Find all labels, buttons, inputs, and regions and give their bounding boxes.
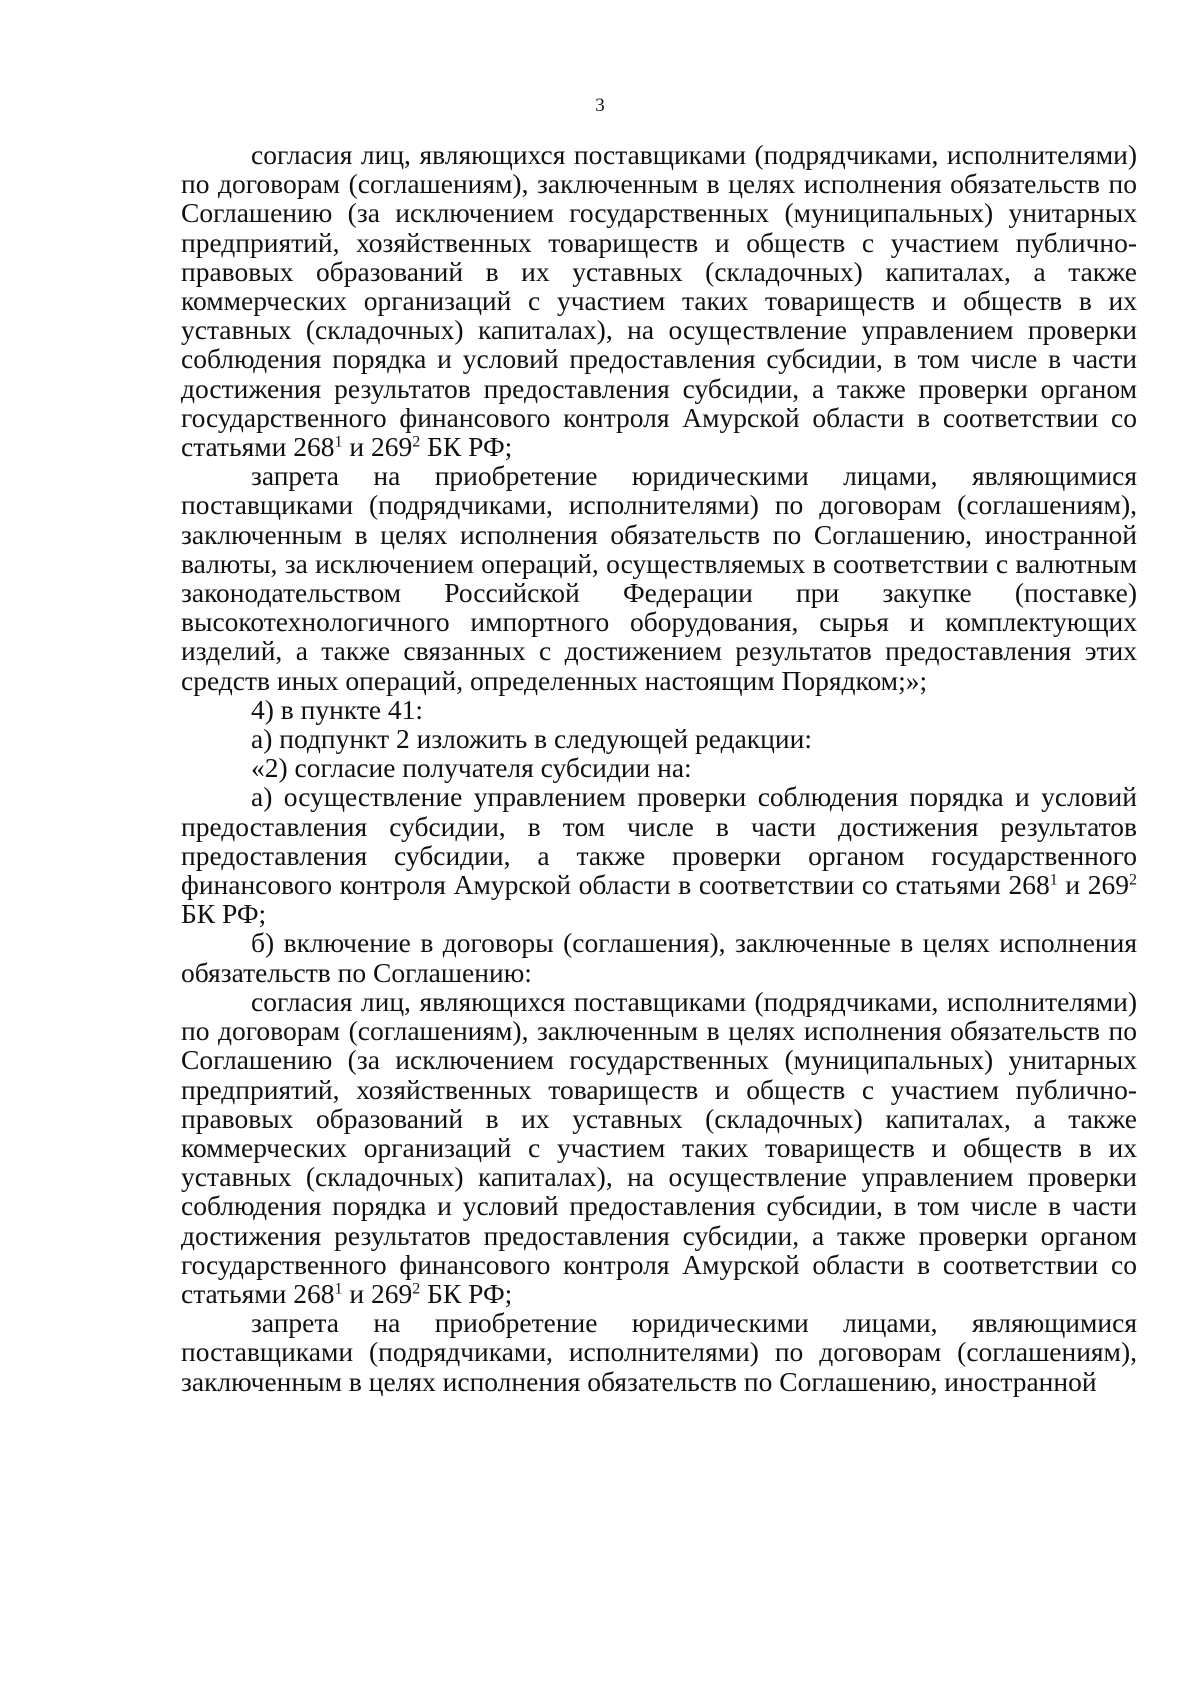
text-run: а) подпункт 2 изложить в следующей редакции: (251, 723, 812, 755)
superscript: 1 (334, 1280, 343, 1298)
text-run: и 269 (1057, 869, 1130, 901)
superscript: 2 (1129, 871, 1138, 889)
page-number: 3 (595, 95, 605, 116)
text-run: БК РФ; (420, 431, 513, 463)
text-run: согласия лиц, являющихся поставщиками (подрядчиками, исполнителями) по договорам (соглашениям), заключенным в целях исполнения обязательств по Соглашению (за исключением государственных (муниципальных) унитарных предприятий, хозяйственных товариществ и обществ с участием публично-правовых образований в их уставных (складочных) капиталах, а также коммерческих организаций с участием таких товариществ и обществ в их уставных (складочных) капиталах), на осуществление управлением проверки соблюдения порядка и условий предоставления субсидии, в том числе в части достижения результатов предоставления субсидии, а также проверки органом государственного финансового контроля Амурской области в соответствии со статьями 268 (181, 985, 1137, 1309)
text-run: БК РФ; (420, 1277, 513, 1309)
text-run: запрета на приобретение юридическими лицами, являющимися поставщиками (подрядчиками, исполнителями) по договорам (соглашениям), заключенным в целях исполнения обязательств по Соглашению, иностранной валюты, за исключением операций, осуществляемых в соответствии с валютным законодательством Российской Федерации при закупке (поставке) высокотехнологичного импортного оборудования, сырья и комплектующих изделий, а также связанных с достижением результатов предоставления этих средств иных операций, определенных настоящим Порядком;»; (181, 460, 1137, 696)
paragraph (181, 724, 1137, 753)
paragraph (181, 753, 1137, 782)
text-run: и 269 (342, 1277, 413, 1309)
paragraph (181, 928, 1137, 986)
document-body (181, 140, 1137, 1396)
text-run: БК РФ; (181, 898, 267, 930)
paragraph (181, 987, 1137, 1308)
text-run: б) включение в договоры (соглашения), заключенные в целях исполнения обязательств по Соглашению: (181, 927, 1137, 988)
superscript: 1 (334, 433, 343, 451)
superscript: 2 (412, 1280, 421, 1298)
paragraph (181, 782, 1137, 928)
paragraph (181, 140, 1137, 461)
text-run: согласия лиц, являющихся поставщиками (подрядчиками, исполнителями) по договорам (соглашениям), заключенным в целях исполнения обязательств по Соглашению (за исключением государственных (муниципальных) унитарных предприятий, хозяйственных товариществ и обществ с участием публично-правовых образований в их уставных (складочных) капиталах, а также коммерческих организаций с участием таких товариществ и обществ в их уставных (складочных) капиталах), на осуществление управлением проверки соблюдения порядка и условий предоставления субсидии, в том числе в части достижения результатов предоставления субсидии, а также проверки органом государственного финансового контроля Амурской области в соответствии со статьями 268 (181, 139, 1137, 463)
text-run: 4) в пункте 41: (251, 693, 424, 725)
text-run: а) осуществление управлением проверки соблюдения порядка и условий предоставления субсидии, в том числе в части достижения результатов предоставления субсидии, а также проверки органом государственного финансового контроля Амурской области в соответствии со статьями 268 (181, 781, 1137, 901)
paragraph (181, 461, 1137, 695)
superscript: 1 (1049, 871, 1058, 889)
text-run: и 269 (342, 431, 413, 463)
superscript: 2 (412, 433, 421, 451)
text-run: запрета на приобретение юридическими лицами, являющимися поставщиками (подрядчиками, исполнителями) по договорам (соглашениям), заключенным в целях исполнения обязательств по Соглашению, иностранной (181, 1307, 1137, 1397)
paragraph (181, 695, 1137, 724)
text-run: «2) согласие получателя субсидии на: (251, 752, 692, 784)
paragraph (181, 1308, 1137, 1396)
